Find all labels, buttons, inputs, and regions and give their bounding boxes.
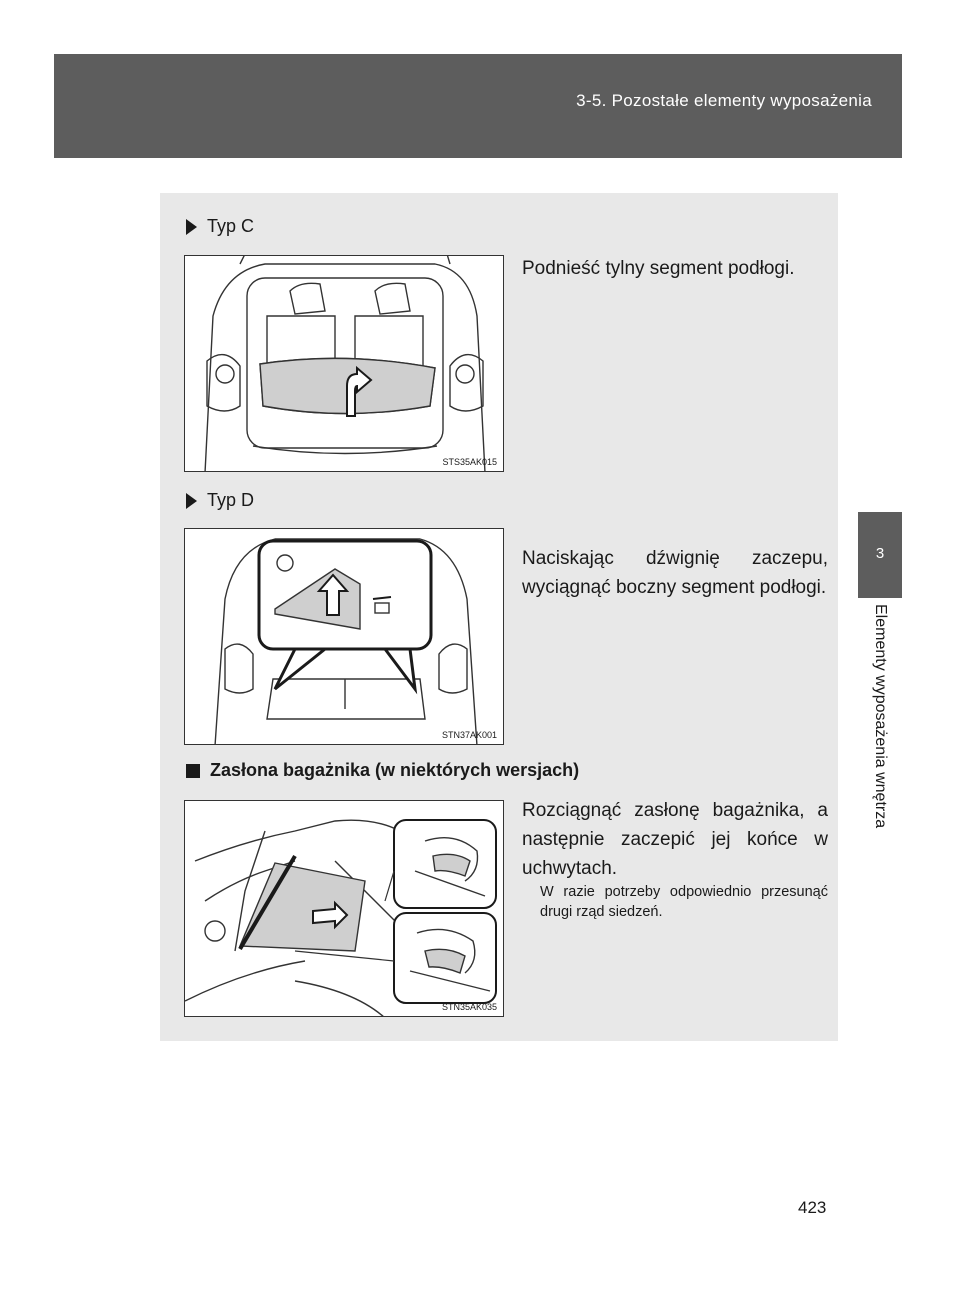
cover-section-title: Zasłona bagażnika (w niektórych wersjach) (210, 760, 580, 780)
section-title: 3-5. Pozostałe elementy wyposażenia (576, 91, 872, 110)
side-floor-segment-illustration (185, 529, 504, 745)
type-c-heading (186, 216, 254, 237)
header-bar (54, 54, 902, 158)
chapter-number: 3 (875, 545, 885, 562)
chapter-tab (858, 512, 902, 598)
type-d-heading (186, 490, 254, 511)
figure-code: STN35AK035 (441, 1002, 497, 1012)
page-number: 423 (798, 1198, 827, 1217)
triangle-bullet-icon (186, 219, 197, 235)
figure-type-c (184, 255, 504, 472)
cover-note: W razie potrzeby odpowiednio przesunąć drugi rząd siedzeń. (540, 884, 828, 920)
type-d-description: Naciskając dźwignię zaczepu, wyciągnąć boczny segment podłogi. (522, 548, 828, 598)
cover-section-heading (186, 760, 579, 781)
cover-description: Rozciągnąć zasłonę bagażnika, a następnie zaczepić jej końce w uchwytach. (522, 800, 828, 879)
type-d-label: Typ D (207, 490, 255, 510)
chapter-label (858, 604, 902, 884)
type-c-description: Podnieść tylny segment podłogi. (522, 258, 795, 279)
square-bullet-icon (186, 764, 200, 778)
figure-cover (184, 800, 504, 1017)
car-trunk-floor-illustration (185, 256, 504, 472)
type-c-label: Typ C (207, 216, 255, 236)
chapter-title: Elementy wyposażenia wnętrza (872, 604, 889, 829)
figure-type-d (184, 528, 504, 745)
figure-code: STN37AK001 (441, 730, 497, 740)
triangle-bullet-icon (186, 493, 197, 509)
tonneau-cover-illustration (185, 801, 504, 1017)
figure-code: STS35AK015 (442, 457, 497, 467)
